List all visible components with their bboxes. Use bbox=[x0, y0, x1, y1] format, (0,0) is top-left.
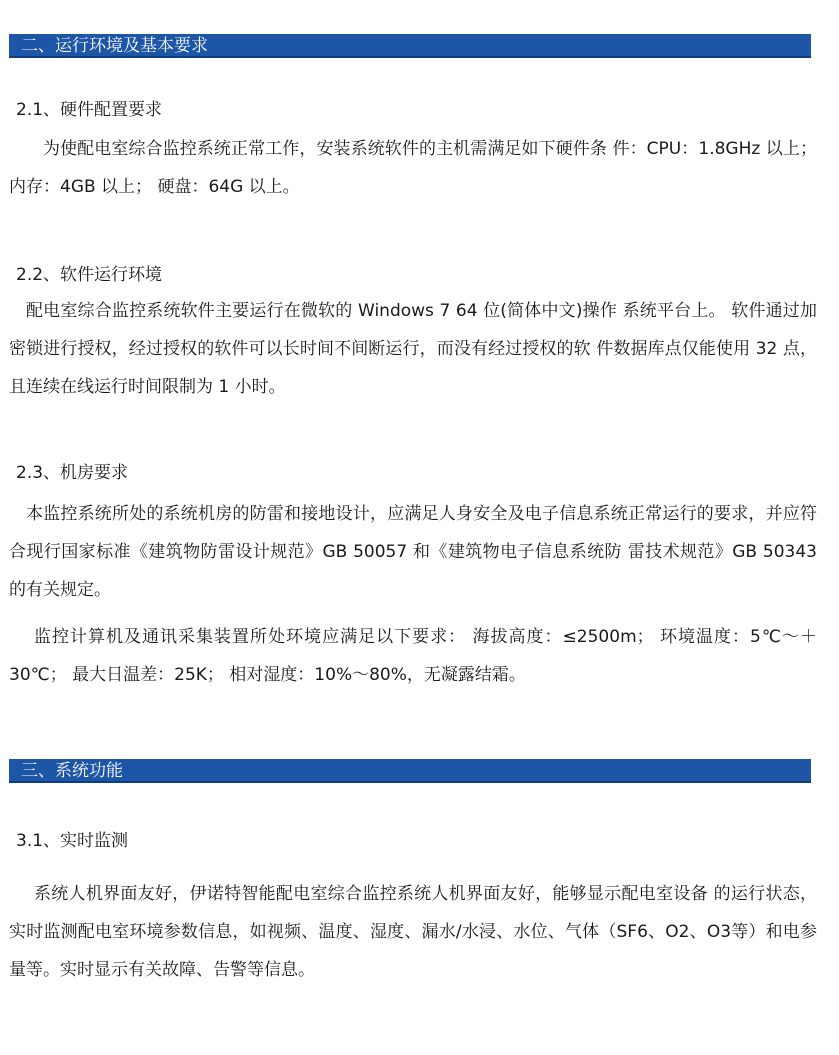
section-title: 二、运行环境及基本要求 bbox=[21, 36, 208, 56]
paragraph-realtime-monitoring: 系统人机界面友好，伊诺特智能配电室综合监控系统人机界面友好，能够显示配电室设备 的运行状态，实时监测配电室环境参数信息，如视频、温度、湿度、漏水/水浸、水位、气体（SF6、O2、O3等）和电参量等。实时显示有关故障、告警等信息。 bbox=[9, 884, 817, 980]
section-header-environment bbox=[9, 34, 811, 58]
paragraph-room-protection: 本监控系统所处的系统机房的防雷和接地设计，应满足人身安全及电子信息系统正常运行的要求，并应符合现行国家标准《建筑物防雷设计规范》GB 50057 和《建筑物电子信息系统防 雷技术规范》GB 50343 的有关规定。 bbox=[9, 504, 817, 600]
paragraph-environment-conditions: 监控计算机及通讯采集装置所处环境应满足以下要求： 海拔高度：≤2500m； 环境温度：5℃～＋30℃； 最大日温差：25K； 相对湿度：10%～80%，无凝露结霜。 bbox=[9, 627, 817, 685]
paragraph-software-environment: 配电室综合监控系统软件主要运行在微软的 Windows 7 64 位(简体中文)操作 系统平台上。 软件通过加密锁进行授权，经过授权的软件可以长时间不间断运行，而没有经过授权的软 件数据库点仅能使用 32 点，且连续在线运行时间限制为 1 小时。 bbox=[9, 301, 817, 397]
heading-room-requirements: 2.3、机房要求 bbox=[16, 463, 129, 483]
heading-realtime-monitoring: 3.1、实时监测 bbox=[16, 831, 129, 851]
heading-software-environment: 2.2、软件运行环境 bbox=[16, 265, 163, 285]
section-header-functions bbox=[9, 759, 811, 783]
paragraph-hardware-requirements: 为使配电室综合监控系统正常工作，安装系统软件的主机需满足如下硬件条 件：CPU：1.8GHz 以上； 内存：4GB 以上； 硬盘：64G 以上。 bbox=[9, 139, 817, 197]
heading-hardware-requirements: 2.1、硬件配置要求 bbox=[16, 100, 163, 120]
section-title: 三、系统功能 bbox=[21, 761, 123, 781]
